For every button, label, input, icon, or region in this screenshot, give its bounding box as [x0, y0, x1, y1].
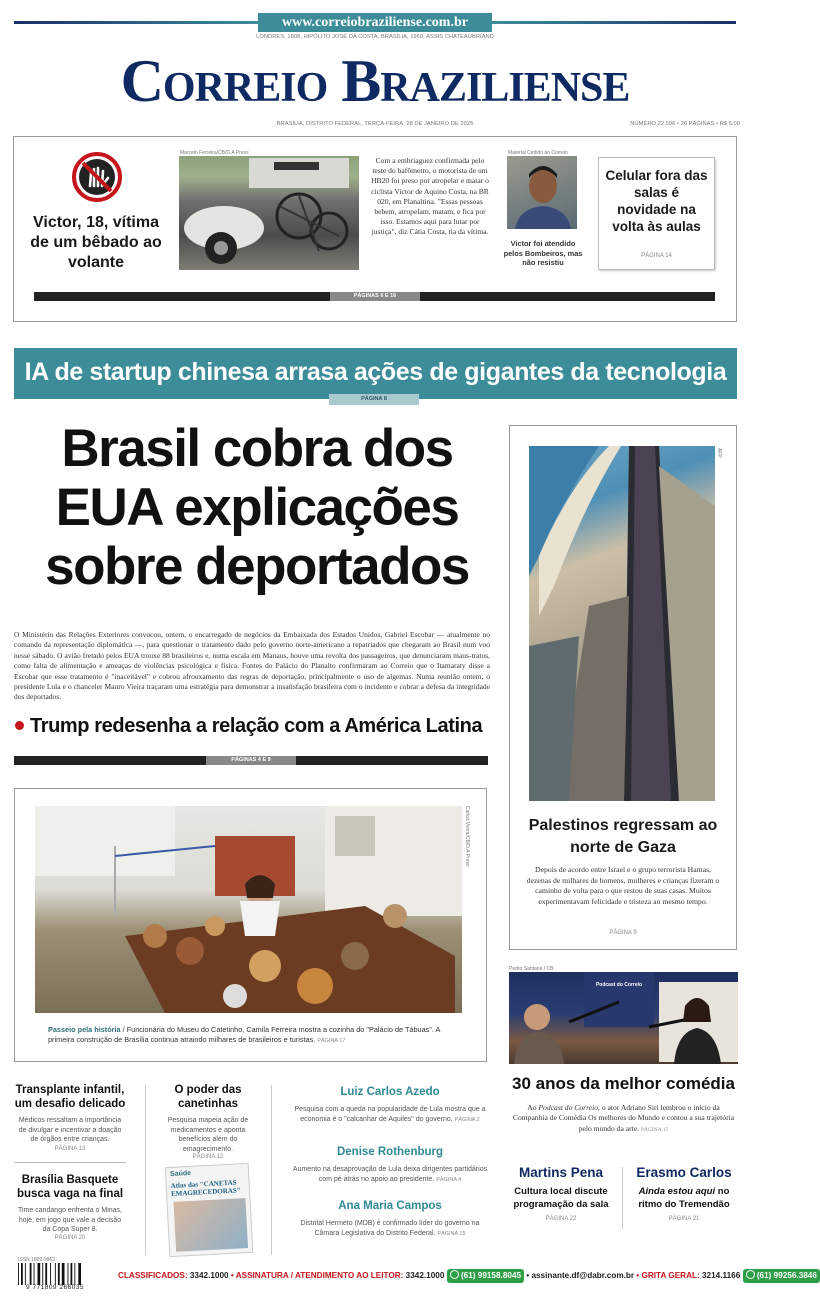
email-address[interactable]: • assinante.df@dabr.com.br	[526, 1271, 635, 1280]
brief-1-headline[interactable]: Transplante infantil, um desafio delicado	[14, 1084, 126, 1110]
museum-caption	[48, 1025, 448, 1047]
top-rule-left	[14, 21, 258, 24]
accident-photo[interactable]	[179, 156, 359, 270]
saude-brief[interactable]	[160, 1083, 256, 1160]
founding-line: LONDRES, 1808, HIPÓLITO JOSÉ DA COSTA; BRASÍLIA, 1960, ASSIS CHATEAUBRIAND	[256, 34, 494, 40]
whatsapp-badge-2[interactable]	[743, 1269, 820, 1283]
gaza-photo-credit: AFP	[716, 448, 722, 458]
comedy-body	[509, 1103, 738, 1135]
brief-2-headline[interactable]: Brasília Basquete busca vaga na final	[16, 1174, 124, 1200]
columnist-2[interactable]	[290, 1145, 490, 1185]
museum-page: PÁGINA 17	[317, 1038, 346, 1045]
columnist-3-body	[290, 1219, 490, 1239]
museum-photo[interactable]	[35, 806, 462, 1013]
side-teaser-headline[interactable]: Celular fora das salas é novidade na volta às aulas	[605, 168, 708, 234]
brief-2-body: Time candango enfrenta o Minas, hoje, em jogo que vale a decisão da Copa Super 8.	[17, 1207, 123, 1233]
columnist-1[interactable]	[290, 1085, 490, 1125]
brief-1-body: Médicos ressaltam a importância de divulgar e incentivar a doação de órgãos entre crianças.	[18, 1117, 122, 1143]
brief-1-page: PÁGINA 13	[54, 1145, 86, 1152]
brief-1[interactable]	[14, 1083, 126, 1152]
brief-2-page: PÁGINA 20	[54, 1234, 86, 1241]
top-story-body: Com a embriaguez confirmada pelo teste do bafômetro, o motorista de um HB20 foi preso por atropelar e matar o ciclista Victor de Aquino Costa, na BR 020, em Planaltina. "Essas pessoas bebem, atropelam, matam, e fica por isso. Estamos aqui para lutar por justiça", diz Cátia Costa, tia da vítima.	[371, 156, 489, 237]
top-story-pages: PÁGINAS 6 E 16	[330, 292, 420, 301]
columnist-1-text: Pesquisa com a queda na popularidade de Lula mostra que a economia é o "calcanhar de Aquiles" do governo.	[294, 1106, 486, 1123]
barcode-stripe	[42, 1263, 43, 1285]
barcode	[17, 1263, 93, 1285]
no-drink-driving-icon	[72, 152, 122, 202]
museum-caption-lead: Passeio pela história	[48, 1025, 121, 1034]
barcode-stripe	[62, 1263, 65, 1285]
columnist-right-2-text: no ritmo do Tremendão	[638, 1186, 730, 1210]
bullet-red-dot	[15, 721, 24, 730]
columnist-2-text: Aumento na desaprovação de Lula deixa dirigentes partidários com pé atrás no apoio ao presidente.	[292, 1166, 488, 1183]
barcode-stripe	[30, 1263, 32, 1285]
barcode-stripe	[71, 1263, 73, 1285]
columnist-right-1[interactable]	[510, 1164, 612, 1222]
whatsapp-number-1: (61) 99158.8045	[460, 1271, 522, 1280]
podcast-mic-label: Podcast do Correio	[595, 982, 643, 988]
barcode-number: 9 771809 266035	[25, 1284, 85, 1291]
lead-page-bar	[14, 756, 488, 765]
whatsapp-badge-1[interactable]	[447, 1269, 524, 1283]
edition-info: NÚMERO 22.596 • 26 PÁGINAS • R$ 5,00	[630, 121, 740, 127]
whatsapp-icon	[450, 1270, 459, 1279]
dateline: BRASÍLIA, DISTRITO FEDERAL, TERÇA-FEIRA, 28 DE JANEIRO DE 2025	[276, 121, 474, 127]
lead-subhead[interactable]: Trump redesenha a relação com a América Latina	[30, 715, 483, 737]
top-story-headline[interactable]: Victor, 18, vítima de um bêbado ao volante	[30, 214, 162, 271]
barcode-stripe	[38, 1263, 41, 1285]
portrait-caption: Victor foi atendido pelos Bombeiros, mas não resistiu	[503, 239, 583, 267]
comedy-page: PÁGINA 15	[640, 1126, 669, 1133]
lead-pages: PÁGINAS 4 E 9	[206, 756, 296, 765]
museum-photo-credit: Carlos Vieira/CB/D.A Press	[464, 806, 470, 867]
banner-page-tab: PÁGINA 8	[329, 394, 419, 405]
saude-mini-photo	[174, 1198, 249, 1252]
columnist-2-page: PÁGINA 4	[436, 1176, 462, 1183]
barcode-stripe	[58, 1263, 60, 1285]
whatsapp-number-2: (61) 99256.3846	[756, 1271, 817, 1280]
columnist-2-body	[290, 1165, 490, 1185]
saude-headline[interactable]: O poder das canetinhas	[174, 1084, 242, 1110]
barcode-stripe	[25, 1263, 26, 1285]
brief-2[interactable]	[14, 1173, 126, 1241]
top-story-page-bar	[34, 292, 715, 301]
saude-mini-headline: Atlas das "CANETAS EMAGRECEDORAS"	[170, 1178, 241, 1198]
barcode-stripe	[74, 1263, 75, 1285]
classificados-phone[interactable]: 3342.1000	[189, 1271, 229, 1280]
columnist-right-1-name[interactable]: Martins Pena	[518, 1165, 604, 1180]
columnist-3-text: Distrital Hermeto (MDB) é confirmado líder do governo na Câmara Legislativa do Distrito Federal.	[300, 1220, 480, 1237]
victim-portrait[interactable]	[507, 156, 577, 229]
site-url[interactable]: www.correiobraziliense.com.br	[258, 13, 492, 32]
column-divider-1	[145, 1085, 146, 1255]
columnist-right-2-page: PÁGINA 21	[668, 1216, 700, 1222]
barcode-stripe	[78, 1263, 81, 1285]
columnist-3-name[interactable]: Ana Maria Campos	[338, 1200, 442, 1212]
barcode-stripe	[34, 1263, 35, 1285]
gaza-headline[interactable]: Palestinos regressam ao norte de Gaza	[528, 817, 718, 856]
columnist-right-1-page: PÁGINA 22	[545, 1216, 577, 1222]
lead-body: O Ministério das Relações Exteriores convocou, ontem, o encarregado de negócios da Embaixada dos Estados Unidos, Gabriel Escobar — atualmente no comando da representação diplomática —, para questionar o tratamento dado pelo governo norte-americano a repatriados que chegaram ao Brasil num voo nesse sábado. O avião fretado pelos EUA trouxe 88 brasileiros e, numa escala em Manaus, houve uma revolta dos passageiros, que denunciaram maus-tratos, como falta de alimentação e ameaças de violências psicológica e física. Fontes do Palácio do Planalto confirmaram ao Correio que o Itamaraty disse a Escobar que esse tratamento é "inaceitável" e cobrou afrouxamento das regras de deportação, principalmente o uso de algemas. Numa reunião ontem, o presidente Lula e o chanceler Mauro Vieira traçaram uma estratégia para demonstrar a insatisfação brasileira com o incidente e cobrar a defesa da integridade dos deportados.	[14, 630, 490, 702]
comedy-headline[interactable]: 30 anos da melhor comédia	[512, 1074, 735, 1093]
newspaper-title: Correio Braziliense	[120, 48, 630, 114]
classificados-label: CLASSIFICADOS:	[118, 1271, 188, 1280]
columnist-right-2-em: Ainda estou aqui	[638, 1186, 716, 1197]
grita-phone[interactable]: 3214.1166	[702, 1271, 741, 1280]
columnist-2-name[interactable]: Denise Rothenburg	[336, 1146, 444, 1158]
issn: ISSN 1809-9963	[18, 1257, 55, 1263]
brief-divider	[14, 1162, 126, 1163]
whatsapp-icon	[746, 1270, 755, 1279]
top-rule-right	[492, 21, 736, 24]
columnist-1-page: PÁGINA 2	[454, 1116, 480, 1123]
gaza-body: Depois de acordo entre Israel e o grupo terrorista Hamas, dezenas de milhares de homens, mulheres e crianças fizeram o caminho de volta para o que restou de suas casas. Muitos experimentavam felicidade e tristeza ao mesmo tempo.	[526, 865, 720, 907]
side-teaser-page: PÁGINA 14	[641, 253, 672, 259]
barcode-stripe	[55, 1263, 56, 1285]
columnist-right-2-body	[633, 1186, 735, 1211]
columnist-3[interactable]	[290, 1199, 490, 1239]
columnist-right-1-body: Cultura local discute programação da sala	[513, 1186, 609, 1210]
columnist-1-body	[290, 1105, 490, 1125]
saude-page: PÁGINA 12	[192, 1154, 224, 1160]
assinatura-label: • ASSINATURA / ATENDIMENTO AO LEITOR:	[230, 1271, 404, 1280]
saude-body: Pesquisa mapeia ação de medicamentos e aponta benefícios além do emagrecimento.	[167, 1117, 249, 1153]
gaza-page: PÁGINA 9	[609, 930, 637, 936]
assinatura-phone[interactable]: 3342.1000	[405, 1271, 445, 1280]
barcode-stripe	[68, 1263, 69, 1285]
barcode-stripe	[18, 1263, 19, 1285]
footer-contact-line	[118, 1268, 817, 1284]
columnist-right-2[interactable]	[633, 1164, 735, 1222]
portrait-credit: Material Cedido ao Correio	[508, 150, 568, 156]
grita-label: • GRITA GERAL:	[636, 1271, 700, 1280]
saude-tag: Saúde	[169, 1169, 192, 1178]
columnist-1-name[interactable]: Luiz Carlos Azedo	[340, 1086, 440, 1098]
columnist-3-page: PÁGINA 15	[437, 1230, 466, 1237]
accident-photo-credit: Marcelo Ferreira/CB/D.A Press	[180, 150, 249, 156]
columnist-right-2-name[interactable]: Erasmo Carlos	[636, 1165, 732, 1180]
barcode-stripe	[21, 1263, 23, 1285]
saude-mini-cover[interactable]	[165, 1163, 254, 1257]
barcode-stripe	[45, 1263, 47, 1285]
museum-caption-text: / Funcionária do Museu do Catetinho, Camila Ferreira mostra a cozinha do "Palácio de Tábuas". A primeira construção de Brasília continua atraindo milhares de brasileiros e turistas.	[48, 1025, 440, 1045]
column-divider-3	[622, 1167, 623, 1229]
gaza-photo[interactable]	[529, 446, 715, 801]
comedy-body-post: , o ator Adriano Siri lembrou o início da Companhia de Comédia Os melhores do Mundo e contou a sua trajetória pelo mundo da arte.	[512, 1103, 735, 1133]
barcode-stripe	[50, 1263, 51, 1285]
banner-headline[interactable]: IA de startup chinesa arrasa ações de gigantes da tecnologia	[24, 358, 727, 386]
comedy-photo-credit: Pedro Santana / CB	[509, 966, 554, 972]
lead-headline[interactable]: Brasil cobra dos EUA explicações sobre deportados	[45, 419, 469, 596]
comedy-body-pre: Ao	[527, 1103, 539, 1112]
comedy-body-em: Podcast do Correio	[538, 1103, 599, 1112]
column-divider-2	[271, 1085, 272, 1255]
comedy-photo[interactable]	[509, 972, 738, 1064]
